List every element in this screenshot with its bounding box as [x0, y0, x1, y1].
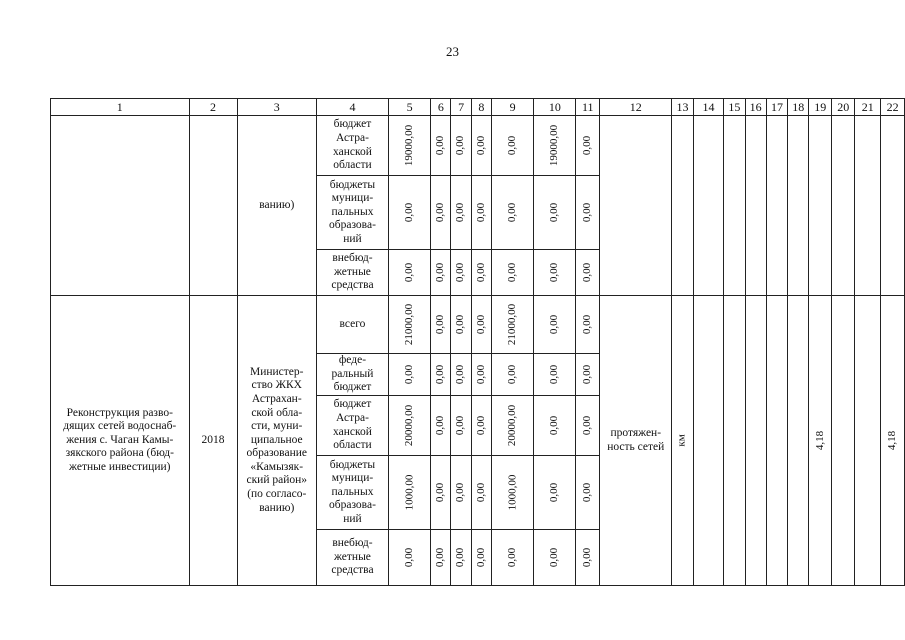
value-cell: [471, 456, 491, 530]
executor-line: ство ЖКХ: [251, 379, 302, 392]
col-header: 12: [600, 99, 672, 116]
value: 1000,00: [403, 474, 416, 511]
funding-source: [316, 176, 388, 250]
name-line: Реконструкция разво-: [66, 406, 173, 419]
indicator-line: ность сетей: [607, 440, 665, 453]
source-line: внебюд-: [332, 537, 373, 550]
funding-source: [316, 354, 388, 396]
value-cell: [576, 296, 600, 354]
value: 0,00: [474, 314, 487, 334]
value-cell: [471, 396, 491, 456]
source-line: муници-: [331, 192, 374, 205]
year-cell: [189, 296, 237, 586]
value-cell: [576, 530, 600, 586]
value: 0,00: [581, 415, 594, 435]
value: 0,00: [548, 364, 561, 384]
value: 0,00: [581, 547, 594, 567]
value: 0,00: [474, 482, 487, 502]
value-cell: [431, 176, 451, 250]
value: 0,00: [434, 547, 447, 567]
funding-source: [316, 116, 388, 176]
value: 0,00: [548, 314, 561, 334]
source-line: ральный: [331, 367, 374, 380]
value: 0,00: [506, 135, 519, 155]
value: 0,00: [454, 482, 467, 502]
value: 20000,00: [506, 404, 519, 446]
empty-cell: [832, 296, 855, 586]
source-line: ний: [343, 512, 362, 525]
value: 0,00: [434, 135, 447, 155]
value-cell: [388, 354, 430, 396]
col-header: 22: [881, 99, 905, 116]
source-line: всего: [339, 317, 366, 330]
source-line: средства: [331, 279, 374, 292]
name-line: жетные инвестиции): [69, 460, 171, 473]
value-cell: [431, 250, 451, 296]
value-cell: [431, 456, 451, 530]
value: 0,00: [506, 547, 519, 567]
value-cell: [491, 250, 533, 296]
empty-cell: [855, 296, 881, 586]
value-cell: [471, 296, 491, 354]
source-line: области: [333, 439, 372, 452]
col-header: 13: [672, 99, 693, 116]
unit: км: [676, 434, 689, 447]
value-cell: [431, 396, 451, 456]
empty-cell: [693, 116, 724, 296]
col-header: 3: [237, 99, 316, 116]
empty-cell: [745, 116, 766, 296]
source-line: бюджет: [333, 118, 372, 131]
executor-cell: [237, 116, 316, 296]
value: 0,00: [454, 202, 467, 222]
funding-source: [316, 396, 388, 456]
value-cell: [534, 250, 576, 296]
value-cell-col22: [881, 296, 905, 586]
indicator-cell: [600, 116, 672, 296]
name-line: зякского района (бюд-: [65, 447, 174, 460]
value: 0,00: [434, 482, 447, 502]
value-cell: [534, 396, 576, 456]
value: 0,00: [581, 314, 594, 334]
value-cell: [576, 354, 600, 396]
executor-line: ванию): [259, 501, 295, 514]
value-cell: [451, 456, 471, 530]
value: 0,00: [434, 314, 447, 334]
value-cell: [388, 250, 430, 296]
value: 4,18: [886, 430, 899, 450]
source-line: пальных: [331, 485, 374, 498]
value-cell: [491, 296, 533, 354]
source-line: бюджет: [333, 398, 372, 411]
source-line: образова-: [329, 499, 376, 512]
empty-cell: [881, 116, 905, 296]
name-cell: [51, 296, 190, 586]
source-line: бюджеты: [329, 178, 376, 191]
value: 21000,00: [403, 303, 416, 345]
col-header: 5: [388, 99, 430, 116]
value: 0,00: [474, 262, 487, 282]
funding-source: [316, 250, 388, 296]
value: 0,00: [581, 262, 594, 282]
value: 0,00: [474, 202, 487, 222]
source-line: Астра-: [335, 131, 369, 144]
source-line: средства: [331, 564, 374, 577]
value-cell: [451, 116, 471, 176]
source-line: ханской: [333, 425, 372, 438]
empty-cell: [766, 116, 787, 296]
source-line: феде-: [338, 354, 367, 367]
col-header: 16: [745, 99, 766, 116]
value: 0,00: [581, 482, 594, 502]
col-header: 17: [766, 99, 787, 116]
value: 21000,00: [506, 303, 519, 345]
source-line: ханской: [333, 145, 372, 158]
value: 0,00: [506, 364, 519, 384]
value-cell: [491, 456, 533, 530]
value: 0,00: [581, 364, 594, 384]
year-cell: [189, 116, 237, 296]
funding-source: [316, 296, 388, 354]
empty-cell: [855, 116, 881, 296]
value: 0,00: [434, 415, 447, 435]
funding-source: [316, 456, 388, 530]
source-line: Астра-: [335, 411, 369, 424]
unit-cell: [672, 296, 693, 586]
empty-cell: [766, 296, 787, 586]
value-cell: [451, 396, 471, 456]
col-header: 8: [471, 99, 491, 116]
value: 0,00: [548, 482, 561, 502]
empty-cell: [788, 296, 809, 586]
value-cell: [576, 456, 600, 530]
value-cell: [491, 176, 533, 250]
value-cell: [471, 530, 491, 586]
value: 0,00: [506, 202, 519, 222]
source-line: внебюд-: [332, 252, 373, 265]
value: 0,00: [434, 202, 447, 222]
empty-cell: [745, 296, 766, 586]
table-row: [51, 296, 905, 354]
value-cell: [534, 456, 576, 530]
source-line: области: [333, 159, 372, 172]
col-header: 19: [809, 99, 832, 116]
value-cell: [388, 116, 430, 176]
value: 0,00: [403, 262, 416, 282]
col-header: 6: [431, 99, 451, 116]
value: 19000,00: [403, 124, 416, 166]
value: 1000,00: [506, 474, 519, 511]
col-header: 7: [451, 99, 471, 116]
source-line: жетные: [334, 550, 371, 563]
empty-cell: [693, 296, 724, 586]
executor-cell: [237, 296, 316, 586]
source-line: бюджет: [333, 381, 372, 394]
value-cell: [388, 396, 430, 456]
value-cell: [491, 530, 533, 586]
executor-line: образование: [246, 447, 307, 460]
value-cell: [576, 176, 600, 250]
value: 0,00: [454, 415, 467, 435]
program-table: [50, 98, 905, 586]
value: 0,00: [548, 262, 561, 282]
col-header: 4: [316, 99, 388, 116]
col-header: 20: [832, 99, 855, 116]
value-cell: [451, 296, 471, 354]
col-header: 10: [534, 99, 576, 116]
value: 0,00: [474, 415, 487, 435]
unit-cell: [672, 116, 693, 296]
value: 0,00: [474, 135, 487, 155]
value-cell: [534, 296, 576, 354]
value: 19000,00: [548, 124, 561, 166]
source-line: жетные: [334, 265, 371, 278]
value: 0,00: [434, 364, 447, 384]
name-line: жения с. Чаган Камы-: [66, 433, 174, 446]
col-header: 11: [576, 99, 600, 116]
value-cell: [451, 530, 471, 586]
value-cell: [388, 456, 430, 530]
value-cell: [388, 176, 430, 250]
table-row: [51, 116, 905, 176]
value-cell: [471, 250, 491, 296]
value-cell: [471, 354, 491, 396]
value: 0,00: [548, 202, 561, 222]
value-cell: [431, 116, 451, 176]
executor-line: сти, муни-: [251, 420, 303, 433]
source-line: бюджеты: [329, 458, 376, 471]
value-cell: [388, 296, 430, 354]
value-cell: [576, 396, 600, 456]
value-cell: [388, 530, 430, 586]
value: 0,00: [548, 415, 561, 435]
value-cell: [576, 250, 600, 296]
value: 0,00: [474, 547, 487, 567]
value-cell-col19: [809, 296, 832, 586]
value-cell: [534, 530, 576, 586]
value: 4,18: [813, 430, 826, 450]
value: 0,00: [474, 364, 487, 384]
value-cell: [431, 530, 451, 586]
value-cell: [534, 354, 576, 396]
value: 0,00: [454, 364, 467, 384]
col-header: 14: [693, 99, 724, 116]
name-line: дящих сетей водоснаб-: [63, 420, 177, 433]
col-header: 18: [788, 99, 809, 116]
value-cell: [471, 176, 491, 250]
value: 0,00: [403, 202, 416, 222]
executor-line: ской обла-: [251, 406, 303, 419]
value-cell: [471, 116, 491, 176]
executor-line: Астрахан-: [251, 393, 302, 406]
value: 20000,00: [403, 404, 416, 446]
value-cell: [491, 354, 533, 396]
value-cell: [431, 354, 451, 396]
empty-cell: [809, 116, 832, 296]
value: 0,00: [454, 135, 467, 155]
col-header: 1: [51, 99, 190, 116]
executor-text: ванию): [259, 198, 295, 211]
value: 0,00: [434, 262, 447, 282]
page-number: 23: [446, 44, 459, 59]
value-cell: [451, 176, 471, 250]
value-cell: [534, 176, 576, 250]
executor-line: «Камызяк-: [250, 460, 304, 473]
value: 0,00: [506, 262, 519, 282]
name-cell: [51, 116, 190, 296]
empty-cell: [724, 116, 745, 296]
empty-cell: [724, 296, 745, 586]
value: 0,00: [548, 547, 561, 567]
source-line: муници-: [331, 472, 374, 485]
col-header: 2: [189, 99, 237, 116]
value: 0,00: [403, 364, 416, 384]
value-cell: [431, 296, 451, 354]
col-header: 21: [855, 99, 881, 116]
col-header: 15: [724, 99, 745, 116]
value-cell: [491, 396, 533, 456]
value-cell: [451, 354, 471, 396]
value: 0,00: [581, 202, 594, 222]
year: 2018: [201, 433, 225, 446]
value: 0,00: [454, 547, 467, 567]
funding-source: [316, 530, 388, 586]
col-header: 9: [491, 99, 533, 116]
executor-line: Министер-: [249, 365, 304, 378]
value-cell: [534, 116, 576, 176]
source-line: образова-: [329, 219, 376, 232]
empty-cell: [788, 116, 809, 296]
executor-line: ципальное: [250, 433, 303, 446]
source-line: пальных: [331, 205, 374, 218]
empty-cell: [832, 116, 855, 296]
value-cell: [491, 116, 533, 176]
indicator-line: протяжен-: [610, 426, 662, 439]
value: 0,00: [403, 547, 416, 567]
value: 0,00: [454, 314, 467, 334]
value: 0,00: [454, 262, 467, 282]
indicator-cell: [600, 296, 672, 586]
header-row: [51, 99, 905, 116]
value-cell: [576, 116, 600, 176]
executor-line: (по согласо-: [247, 487, 307, 500]
source-line: ний: [343, 232, 362, 245]
value: 0,00: [581, 135, 594, 155]
value-cell: [451, 250, 471, 296]
executor-line: ский район»: [246, 474, 308, 487]
